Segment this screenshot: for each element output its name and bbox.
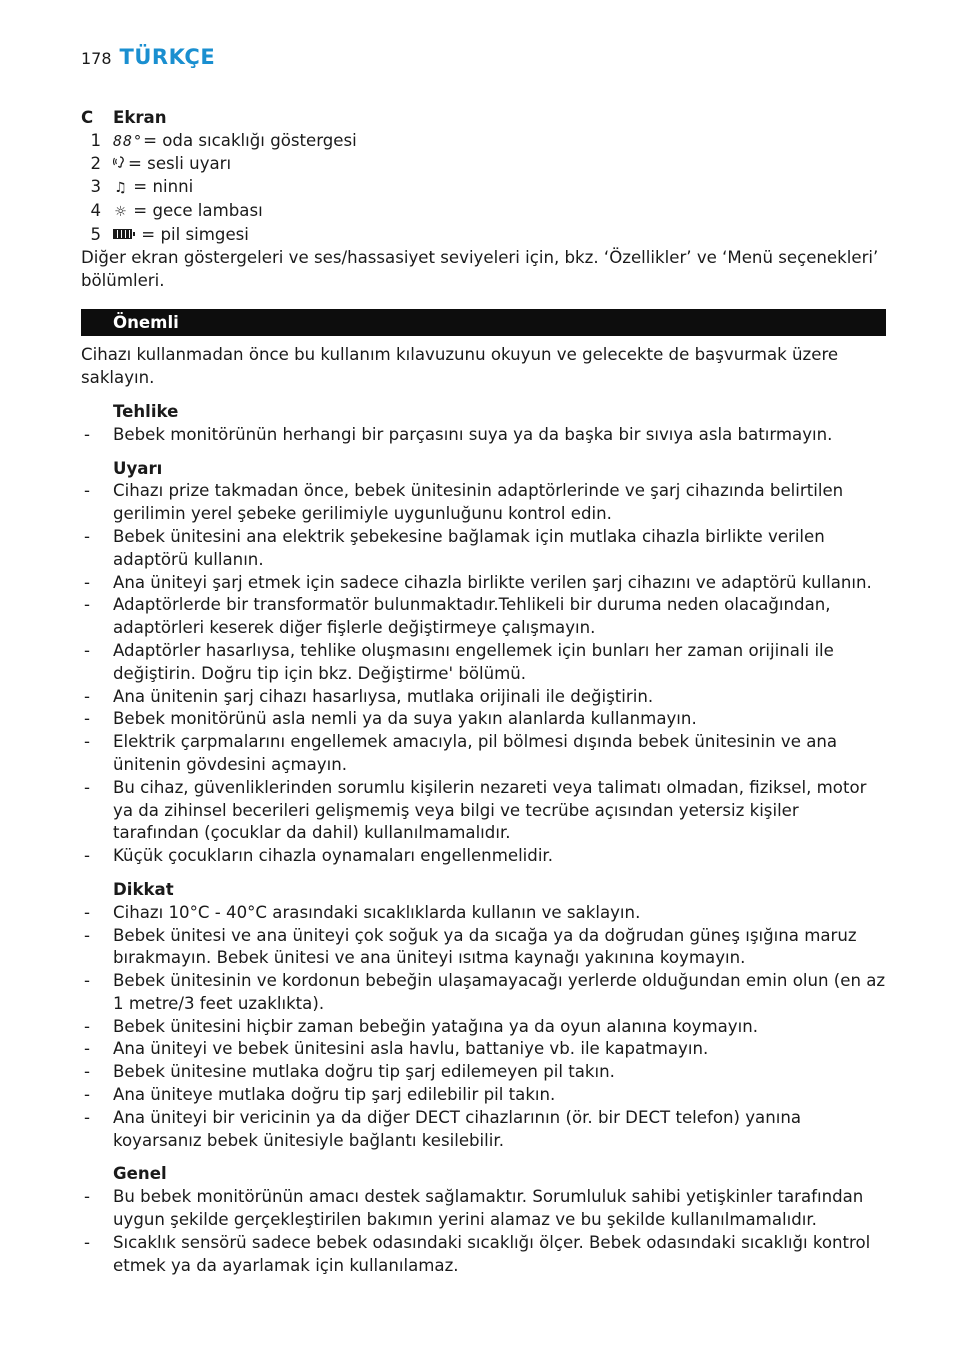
list-item: - Bebek ünitesine mutlaka doğru tip şarj edilemeyen pil takın. <box>81 1061 886 1084</box>
list-item: - Adaptörler hasarlıysa, tehlike oluşmasını engellemek için bunları her zaman orijinali ile değiştirin. Doğru tip için bkz. Değiştirme' bölümü. <box>81 640 886 686</box>
list-item: - Cihazı 10°C - 40°C arasındaki sıcaklıklarda kullanın ve saklayın. <box>81 902 886 925</box>
list-item: - Bebek monitörünü asla nemli ya da suya yakın alanlarda kullanmayın. <box>81 708 886 731</box>
list-item: - Ana ünitenin şarj cihazı hasarlıysa, mutlaka orijinali ile değiştirin. <box>81 686 886 709</box>
list-item: - Adaptörlerde bir transformatör bulunmaktadır.Tehlikeli bir duruma neden olacağından, adaptörleri keserek diğer fişlerle değiştirmeye çalışmayın. <box>81 594 886 640</box>
list-item: - Ana üniteyi şarj etmek için sadece cihazla birlikte verilen şarj cihazını ve adaptörü kullanın. <box>81 572 886 595</box>
list-item: - Ana üniteyi ve bebek ünitesini asla havlu, battaniye vb. ile kapatmayın. <box>81 1038 886 1061</box>
display-item-1: 1 88°= oda sıcaklığı göstergesi <box>90 130 357 150</box>
display-item-4: 4 ☼ = gece lambası <box>81 200 886 224</box>
genel-list <box>81 1186 886 1277</box>
list-item: - Ana üniteye mutlaka doğru tip şarj edilebilir pil takın. <box>81 1084 886 1107</box>
section-letter: C <box>81 108 94 127</box>
subheading-genel: Genel <box>113 1164 167 1184</box>
list-item: - Bebek monitörünün herhangi bir parçasını suya ya da başka bir sıvıya asla batırmayın. <box>81 424 886 447</box>
uyari-list <box>81 480 886 868</box>
section-title: Ekran <box>113 108 167 127</box>
subheading-dikkat: Dikkat <box>113 879 174 899</box>
music-note-icon: ♫ <box>114 180 127 197</box>
important-intro: Cihazı kullanmadan önce bu kullanım kılavuzunu okuyun ve gelecekte de başvurmak üzere saklayın. <box>81 345 839 388</box>
list-item: - Küçük çocukların cihazla oynamaları engellenmelidir. <box>81 845 886 868</box>
display-note: Diğer ekran göstergeleri ve ses/hassasiyet seviyeleri için, bkz. ‘Özellikler’ ve ‘Menü seçenekleri’ bölümleri. <box>81 247 879 290</box>
page-number: 178 <box>81 49 112 68</box>
night-light-icon: ☼ <box>114 204 127 221</box>
section-c-heading <box>81 107 886 130</box>
subheading-uyari: Uyarı <box>113 458 163 478</box>
list-item: - Bebek ünitesinin ve kordonun bebeğin ulaşamayacağı yerlerde olduğundan emin olun (en az 1 metre/3 feet uzaklıkta). <box>81 970 886 1016</box>
list-item: - Bebek ünitesini ana elektrik şebekesine bağlamak için mutlaka cihazla birlikte verilen adaptörü kullanın. <box>81 526 886 572</box>
language-heading: TÜRKÇE <box>119 45 216 69</box>
important-banner: Önemli <box>81 309 886 336</box>
list-item: - Bu cihaz, güvenliklerinden sorumlu kişilerin nezareti veya talimatı olmadan, fiziksel, motor ya da zihinsel becerileri gelişmemiş veya bilgi ve tecrübe açısından yetersiz kişiler tarafından (çocuklar da dahil) kullanılmamalıdır. <box>81 777 886 845</box>
page-content <box>81 107 886 1277</box>
subheading-tehlike: Tehlike <box>113 401 179 421</box>
display-item-5: 5 = pil simgesi <box>90 224 249 244</box>
tehlike-list <box>81 424 886 447</box>
list-item: - Sıcaklık sensörü sadece bebek odasındaki sıcaklığı ölçer. Bebek odasındaki sıcaklığı kontrol etmek ya da ayarlamak için kullanılamaz. <box>81 1232 886 1278</box>
dikkat-list <box>81 902 886 1153</box>
list-item: - Bebek ünitesini hiçbir zaman bebeğin yatağına ya da oyun alanına koymayın. <box>81 1016 886 1039</box>
list-item: - Elektrik çarpmalarını engellemek amacıyla, pil bölmesi dışında bebek ünitesinin ve ana ünitenin gövdesini açmayın. <box>81 731 886 777</box>
display-item-2: 2 = sesli uyarı <box>81 153 886 177</box>
list-item: - Bu bebek monitörünün amacı destek sağlamaktır. Sorumluluk sahibi yetişkinler tarafından uygun şekilde gerçekleştirilen bakımın yerini alamaz ve bu şekilde kullanılmamalıdır. <box>81 1186 886 1232</box>
display-item-3: 3 ♫ = ninni <box>81 176 886 200</box>
list-item: - Cihazı prize takmadan önce, bebek ünitesinin adaptörlerinde ve şarj cihazında belirtilen gerilimin yerel şebeke gerilimiyle uygunluğunu kontrol edin. <box>81 480 886 526</box>
ear-sound-icon <box>113 154 128 177</box>
list-item: - Ana üniteyi bir vericinin ya da diğer DECT cihazlarının (ör. bir DECT telefon) yanına koyarsanız bebek ünitesiyle bağlantı kesilebilir. <box>81 1107 886 1153</box>
list-item: - Bebek ünitesi ve ana üniteyi çok soğuk ya da sıcağa ya da doğrudan güneş ışığına maruz bırakmayın. Bebek ünitesi ve ana üniteyi ısıtma kaynağı yakınına koymayın. <box>81 925 886 971</box>
battery-icon <box>113 229 132 239</box>
page-header <box>81 46 215 74</box>
temperature-digits-icon: 88° <box>113 131 144 150</box>
